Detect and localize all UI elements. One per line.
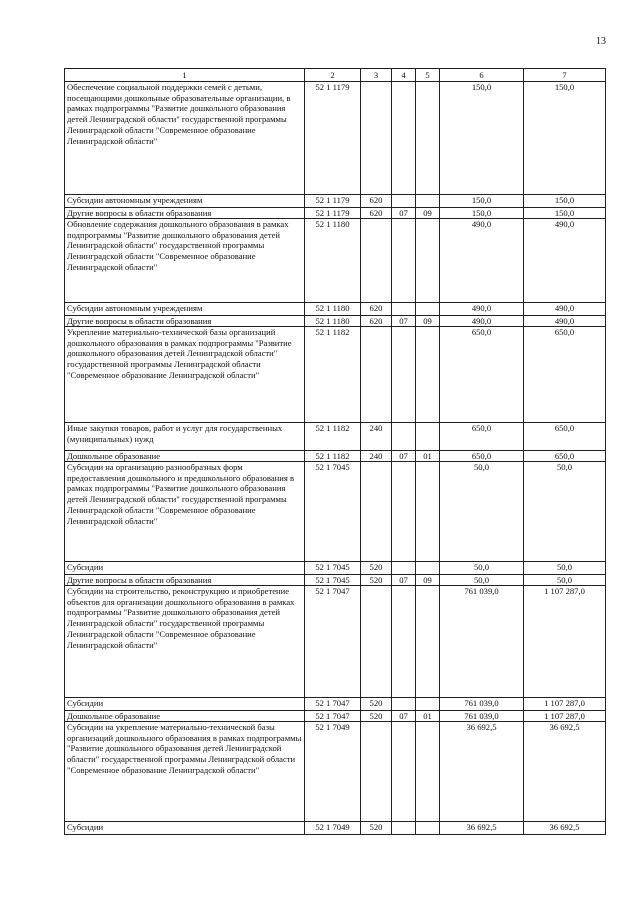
row-amount-2014-cell: 490,0 <box>440 219 524 303</box>
row-section-cell <box>392 462 416 562</box>
row-section-cell: 07 <box>392 711 416 722</box>
table-row <box>65 711 606 722</box>
row-amount-2015-cell: 50,0 <box>524 575 606 586</box>
row-name-cell: Субсидии автономным учреждениям <box>65 303 305 316</box>
row-code-cell: 52 1 7049 <box>305 722 361 822</box>
row-name-cell: Другие вопросы в области образования <box>65 575 305 586</box>
row-code-cell: 52 1 1180 <box>305 303 361 316</box>
header-col-4: 4 <box>392 69 416 82</box>
row-name-cell: Субсидии <box>65 698 305 711</box>
row-name-cell: Обеспечение социальной поддержки семей с детьми, посещающими дошкольные образовательные организации, в рамках подпрограммы "Развитие дошкольного образования детей Ленинградской области" государственной программы Ленинградской области "Современное образование Ленинградской области" <box>65 82 305 195</box>
row-amount-2014-cell: 650,0 <box>440 451 524 462</box>
page-number: 13 <box>596 36 606 47</box>
row-amount-2014-cell: 650,0 <box>440 327 524 423</box>
row-type-cell <box>361 327 392 423</box>
row-type-cell: 520 <box>361 698 392 711</box>
row-code-cell: 52 1 7045 <box>305 462 361 562</box>
row-section-cell <box>392 327 416 423</box>
table-row <box>65 722 606 822</box>
table-row <box>65 327 606 423</box>
row-code-cell: 52 1 7047 <box>305 586 361 698</box>
row-amount-2014-cell: 50,0 <box>440 575 524 586</box>
row-type-cell: 240 <box>361 451 392 462</box>
row-code-cell: 52 1 1180 <box>305 316 361 327</box>
row-subsection-cell <box>416 303 440 316</box>
row-section-cell <box>392 722 416 822</box>
table-row <box>65 462 606 562</box>
row-name-cell: Дошкольное образование <box>65 451 305 462</box>
row-type-cell: 520 <box>361 711 392 722</box>
row-amount-2014-cell: 761 039,0 <box>440 711 524 722</box>
table-row <box>65 316 606 327</box>
table-body <box>65 82 606 835</box>
table-row <box>65 208 606 219</box>
row-amount-2014-cell: 761 039,0 <box>440 698 524 711</box>
row-code-cell: 52 1 1179 <box>305 82 361 195</box>
row-name-cell: Субсидии на организацию разнообразных форм предоставления дошкольного и предшкольного образования в рамках подпрограммы "Развитие дошкольного образования детей Ленинградской области" государственной программы Ленинградской области "Современное образование Ленинградской области" <box>65 462 305 562</box>
row-section-cell <box>392 219 416 303</box>
row-name-cell: Субсидии автономным учреждениям <box>65 195 305 208</box>
row-amount-2015-cell: 150,0 <box>524 208 606 219</box>
row-subsection-cell <box>416 562 440 575</box>
row-amount-2014-cell: 150,0 <box>440 208 524 219</box>
row-type-cell <box>361 586 392 698</box>
row-code-cell: 52 1 7047 <box>305 698 361 711</box>
row-amount-2014-cell: 150,0 <box>440 82 524 195</box>
row-amount-2015-cell: 490,0 <box>524 303 606 316</box>
row-type-cell <box>361 722 392 822</box>
row-subsection-cell: 09 <box>416 208 440 219</box>
row-amount-2015-cell: 650,0 <box>524 451 606 462</box>
row-subsection-cell <box>416 586 440 698</box>
row-subsection-cell: 01 <box>416 711 440 722</box>
row-subsection-cell <box>416 423 440 451</box>
row-amount-2014-cell: 150,0 <box>440 195 524 208</box>
row-amount-2014-cell: 490,0 <box>440 316 524 327</box>
row-type-cell: 620 <box>361 195 392 208</box>
row-name-cell: Другие вопросы в области образования <box>65 316 305 327</box>
table-row <box>65 195 606 208</box>
row-name-cell: Субсидии на строительство, реконструкцию и приобретение объектов для организации дошкольного образования в рамках подпрограммы "Развитие дошкольного образования детей Ленинградской области" государственной программы Ленинградской области "Современное образование Ленинградской области" <box>65 586 305 698</box>
row-section-cell <box>392 82 416 195</box>
row-type-cell: 520 <box>361 575 392 586</box>
row-amount-2015-cell: 490,0 <box>524 316 606 327</box>
row-amount-2015-cell: 1 107 287,0 <box>524 586 606 698</box>
row-code-cell: 52 1 7045 <box>305 575 361 586</box>
row-subsection-cell <box>416 722 440 822</box>
row-subsection-cell <box>416 219 440 303</box>
row-section-cell <box>392 303 416 316</box>
row-amount-2014-cell: 50,0 <box>440 462 524 562</box>
header-col-5: 5 <box>416 69 440 82</box>
row-section-cell <box>392 562 416 575</box>
header-col-3: 3 <box>361 69 392 82</box>
row-section-cell: 07 <box>392 451 416 462</box>
row-section-cell <box>392 195 416 208</box>
table-row <box>65 423 606 451</box>
row-code-cell: 52 1 1182 <box>305 451 361 462</box>
table-row <box>65 562 606 575</box>
table-row <box>65 451 606 462</box>
row-section-cell <box>392 586 416 698</box>
row-section-cell <box>392 698 416 711</box>
row-subsection-cell: 09 <box>416 575 440 586</box>
table-row <box>65 219 606 303</box>
row-amount-2014-cell: 50,0 <box>440 562 524 575</box>
row-amount-2015-cell: 50,0 <box>524 562 606 575</box>
header-row <box>65 69 606 82</box>
row-subsection-cell <box>416 327 440 423</box>
row-amount-2014-cell: 650,0 <box>440 423 524 451</box>
row-name-cell: Обновление содержания дошкольного образования в рамках подпрограммы "Развитие дошкольного образования детей Ленинградской области" государственной программы Ленинградской области "Современное образование Ленинградской области" <box>65 219 305 303</box>
row-amount-2015-cell: 36 692,5 <box>524 822 606 835</box>
row-type-cell: 620 <box>361 316 392 327</box>
row-subsection-cell: 01 <box>416 451 440 462</box>
row-section-cell: 07 <box>392 208 416 219</box>
budget-table <box>64 68 606 835</box>
row-name-cell: Дошкольное образование <box>65 711 305 722</box>
row-section-cell <box>392 423 416 451</box>
row-code-cell: 52 1 1182 <box>305 423 361 451</box>
row-amount-2014-cell: 490,0 <box>440 303 524 316</box>
row-code-cell: 52 1 7049 <box>305 822 361 835</box>
row-code-cell: 52 1 7047 <box>305 711 361 722</box>
row-type-cell <box>361 219 392 303</box>
row-type-cell: 520 <box>361 562 392 575</box>
row-amount-2014-cell: 761 039,0 <box>440 586 524 698</box>
row-type-cell <box>361 462 392 562</box>
row-amount-2014-cell: 36 692,5 <box>440 722 524 822</box>
row-subsection-cell <box>416 822 440 835</box>
table-row <box>65 303 606 316</box>
row-code-cell: 52 1 1179 <box>305 208 361 219</box>
row-name-cell: Иные закупки товаров, работ и услуг для государственных (муниципальных) нужд <box>65 423 305 451</box>
row-amount-2015-cell: 150,0 <box>524 82 606 195</box>
row-code-cell: 52 1 1179 <box>305 195 361 208</box>
header-col-6: 6 <box>440 69 524 82</box>
row-type-cell: 620 <box>361 208 392 219</box>
row-amount-2015-cell: 36 692,5 <box>524 722 606 822</box>
row-subsection-cell <box>416 82 440 195</box>
row-name-cell: Субсидии на укрепление материально-технической базы организаций дошкольного образования в рамках подпрограммы "Развитие дошкольного образования детей Ленинградской области" государственной программы Ленинградской области "Современное образование Ленинградской области" <box>65 722 305 822</box>
row-subsection-cell <box>416 698 440 711</box>
row-amount-2015-cell: 1 107 287,0 <box>524 711 606 722</box>
row-name-cell: Укрепление материально-технической базы организаций дошкольного образования в рамках подпрограммы "Развитие дошкольного образования детей Ленинградской области" государственной программы Ленинградской области "Современное образование Ленинградской области" <box>65 327 305 423</box>
table-row <box>65 586 606 698</box>
row-type-cell: 240 <box>361 423 392 451</box>
row-code-cell: 52 1 7045 <box>305 562 361 575</box>
row-name-cell: Субсидии <box>65 562 305 575</box>
row-type-cell <box>361 82 392 195</box>
row-section-cell: 07 <box>392 575 416 586</box>
table-row <box>65 698 606 711</box>
row-name-cell: Другие вопросы в области образования <box>65 208 305 219</box>
row-subsection-cell <box>416 462 440 562</box>
row-type-cell: 520 <box>361 822 392 835</box>
table-row <box>65 575 606 586</box>
row-section-cell <box>392 822 416 835</box>
row-amount-2015-cell: 150,0 <box>524 195 606 208</box>
row-amount-2014-cell: 36 692,5 <box>440 822 524 835</box>
row-section-cell: 07 <box>392 316 416 327</box>
row-subsection-cell: 09 <box>416 316 440 327</box>
row-code-cell: 52 1 1180 <box>305 219 361 303</box>
row-amount-2015-cell: 650,0 <box>524 327 606 423</box>
row-code-cell: 52 1 1182 <box>305 327 361 423</box>
header-col-1: 1 <box>65 69 305 82</box>
table-row <box>65 82 606 195</box>
header-col-7: 7 <box>524 69 606 82</box>
row-amount-2015-cell: 1 107 287,0 <box>524 698 606 711</box>
row-amount-2015-cell: 50,0 <box>524 462 606 562</box>
row-amount-2015-cell: 650,0 <box>524 423 606 451</box>
row-name-cell: Субсидии <box>65 822 305 835</box>
row-type-cell: 620 <box>361 303 392 316</box>
row-subsection-cell <box>416 195 440 208</box>
row-amount-2015-cell: 490,0 <box>524 219 606 303</box>
table-row <box>65 822 606 835</box>
header-col-2: 2 <box>305 69 361 82</box>
